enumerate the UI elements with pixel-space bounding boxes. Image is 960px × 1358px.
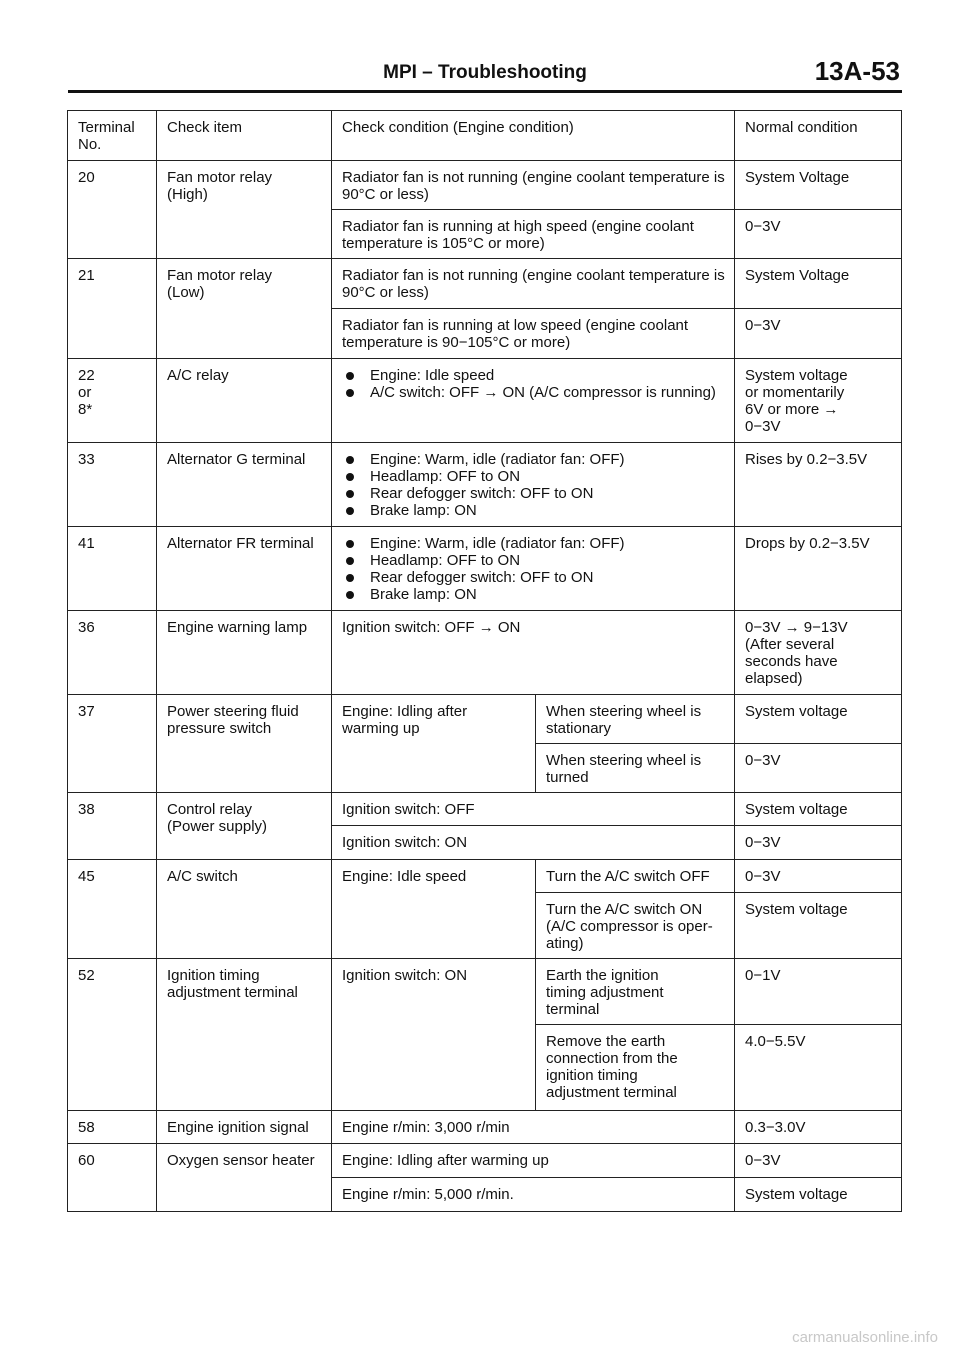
sub-condition-cell: When steering wheel is stationary [536, 695, 735, 744]
normal-cell: System voltage [735, 793, 902, 826]
bullet-item: Engine: Warm, idle (radiator fan: OFF) [342, 535, 725, 552]
header-normal-condition: Normal condition [735, 111, 902, 161]
condition-cell: Radiator fan is running at low speed (engine coolant temperature is 90−105°C or more) [332, 309, 735, 359]
condition-cell: Radiator fan is not running (engine coolant temperature is 90°C or less) [332, 161, 735, 210]
terminal-cell: 41 [68, 527, 157, 611]
terminal-cell: 58 [68, 1111, 157, 1144]
bullet-item: Brake lamp: ON [342, 586, 725, 603]
bullet-icon [346, 389, 354, 397]
table-row [68, 1144, 902, 1178]
condition-cell: Engine r/min: 3,000 r/min [332, 1111, 735, 1144]
table-row [68, 259, 902, 309]
terminal-cell: 52 [68, 959, 157, 1111]
table-row [68, 443, 902, 527]
bullet-icon [346, 574, 354, 582]
bullet-item: Headlamp: OFF to ON [342, 552, 725, 569]
bullet-item: Brake lamp: ON [342, 502, 725, 519]
table-row [68, 359, 902, 443]
condition-cell: Ignition switch: OFF [332, 793, 735, 826]
normal-cell: 0−3V [735, 309, 902, 359]
normal-cell: 0−3V [735, 210, 902, 259]
bullet-item: Rear defogger switch: OFF to ON [342, 485, 725, 502]
condition-cell: Engine r/min: 5,000 r/min. [332, 1178, 735, 1212]
bullet-icon [346, 490, 354, 498]
terminal-cell: 45 [68, 860, 157, 959]
table-row [68, 611, 902, 695]
bullet-icon [346, 540, 354, 548]
bullet-item: Engine: Warm, idle (radiator fan: OFF) [342, 451, 725, 468]
header-terminal: Terminal No. [68, 111, 157, 161]
header-rule [68, 90, 902, 93]
condition-cell: Engine: Idling after warming up [332, 1144, 735, 1178]
table-row [68, 793, 902, 826]
bullet-icon [346, 591, 354, 599]
normal-cell: 0−3V [735, 1144, 902, 1178]
normal-cell: 0−3V [735, 826, 902, 860]
condition-cell: Ignition switch: OFF → ON [332, 611, 735, 695]
bullet-item: Headlamp: OFF to ON [342, 468, 725, 485]
check-item-cell: Fan motor relay (Low) [157, 259, 332, 359]
check-item-cell: Control relay (Power supply) [157, 793, 332, 860]
condition-cell: Engine: Idle speed [332, 860, 536, 959]
normal-cell: System voltage [735, 1178, 902, 1212]
terminal-cell: 22 or 8* [68, 359, 157, 443]
terminal-cell: 38 [68, 793, 157, 860]
page-number: 13A-53 [814, 56, 900, 86]
normal-cell: 0.3−3.0V [735, 1111, 902, 1144]
sub-condition-cell: Turn the A/C switch OFF [536, 860, 735, 893]
condition-cell: Engine: Idling after warming up [332, 695, 536, 793]
table-row [68, 695, 902, 744]
check-item-cell: Oxygen sensor heater [157, 1144, 332, 1212]
normal-cell: 4.0−5.5V [735, 1025, 902, 1111]
table-row [68, 860, 902, 893]
sub-condition-cell: Remove the earth connection from the ignition timing adjustment terminal [536, 1025, 735, 1111]
condition-cell [332, 527, 735, 611]
normal-cell: System voltage [735, 695, 902, 744]
bullet-item: Rear defogger switch: OFF to ON [342, 569, 725, 586]
troubleshooting-table [67, 110, 902, 1212]
sub-condition-cell: Earth the ignition timing adjustment terminal [536, 959, 735, 1025]
bullet-item: A/C switch: OFF → ON (A/C compressor is running) [342, 384, 725, 401]
normal-cell: 0−3V [735, 744, 902, 793]
check-item-cell: Engine ignition signal [157, 1111, 332, 1144]
page-title: MPI – Troubleshooting [383, 62, 587, 83]
table-row [68, 959, 902, 1025]
condition-cell [332, 359, 735, 443]
normal-cell: 0−1V [735, 959, 902, 1025]
watermark: carmanualsonline.info [792, 1329, 938, 1346]
bullet-icon [346, 372, 354, 380]
check-item-cell: Ignition timing adjustment terminal [157, 959, 332, 1111]
check-item-cell: Power steering fluid pressure switch [157, 695, 332, 793]
terminal-cell: 60 [68, 1144, 157, 1212]
normal-cell: System voltage or momentarily 6V or more → 0−3V [735, 359, 902, 443]
table-row [68, 161, 902, 210]
header-check-condition: Check condition (Engine condition) [332, 111, 735, 161]
bullet-icon [346, 456, 354, 464]
check-item-cell: A/C switch [157, 860, 332, 959]
table-row [68, 1111, 902, 1144]
condition-cell: Radiator fan is running at high speed (engine coolant temperature is 105°C or more) [332, 210, 735, 259]
check-item-cell: Fan motor relay (High) [157, 161, 332, 259]
sub-condition-cell: Turn the A/C switch ON (A/C compressor is oper- ating) [536, 893, 735, 959]
check-item-cell: Engine warning lamp [157, 611, 332, 695]
bullet-item: Engine: Idle speed [342, 367, 725, 384]
check-item-cell: Alternator FR terminal [157, 527, 332, 611]
condition-cell: Radiator fan is not running (engine coolant temperature is 90°C or less) [332, 259, 735, 309]
terminal-cell: 36 [68, 611, 157, 695]
check-item-cell: Alternator G terminal [157, 443, 332, 527]
condition-cell: Ignition switch: ON [332, 826, 735, 860]
header-check-item: Check item [157, 111, 332, 161]
page-header [68, 52, 902, 88]
terminal-cell: 37 [68, 695, 157, 793]
table-row [68, 527, 902, 611]
bullet-icon [346, 473, 354, 481]
check-item-cell: A/C relay [157, 359, 332, 443]
condition-cell: Ignition switch: ON [332, 959, 536, 1111]
bullet-icon [346, 557, 354, 565]
sub-condition-cell: When steering wheel is turned [536, 744, 735, 793]
condition-cell [332, 443, 735, 527]
terminal-cell: 21 [68, 259, 157, 359]
normal-cell: Rises by 0.2−3.5V [735, 443, 902, 527]
normal-cell: System Voltage [735, 259, 902, 309]
normal-cell: Drops by 0.2−3.5V [735, 527, 902, 611]
bullet-icon [346, 507, 354, 515]
normal-cell: System Voltage [735, 161, 902, 210]
normal-cell: System voltage [735, 893, 902, 959]
normal-cell: 0−3V [735, 860, 902, 893]
table-header-row [68, 111, 902, 161]
terminal-cell: 20 [68, 161, 157, 259]
terminal-cell: 33 [68, 443, 157, 527]
normal-cell: 0−3V → 9−13V (After several seconds have elapsed) [735, 611, 902, 695]
